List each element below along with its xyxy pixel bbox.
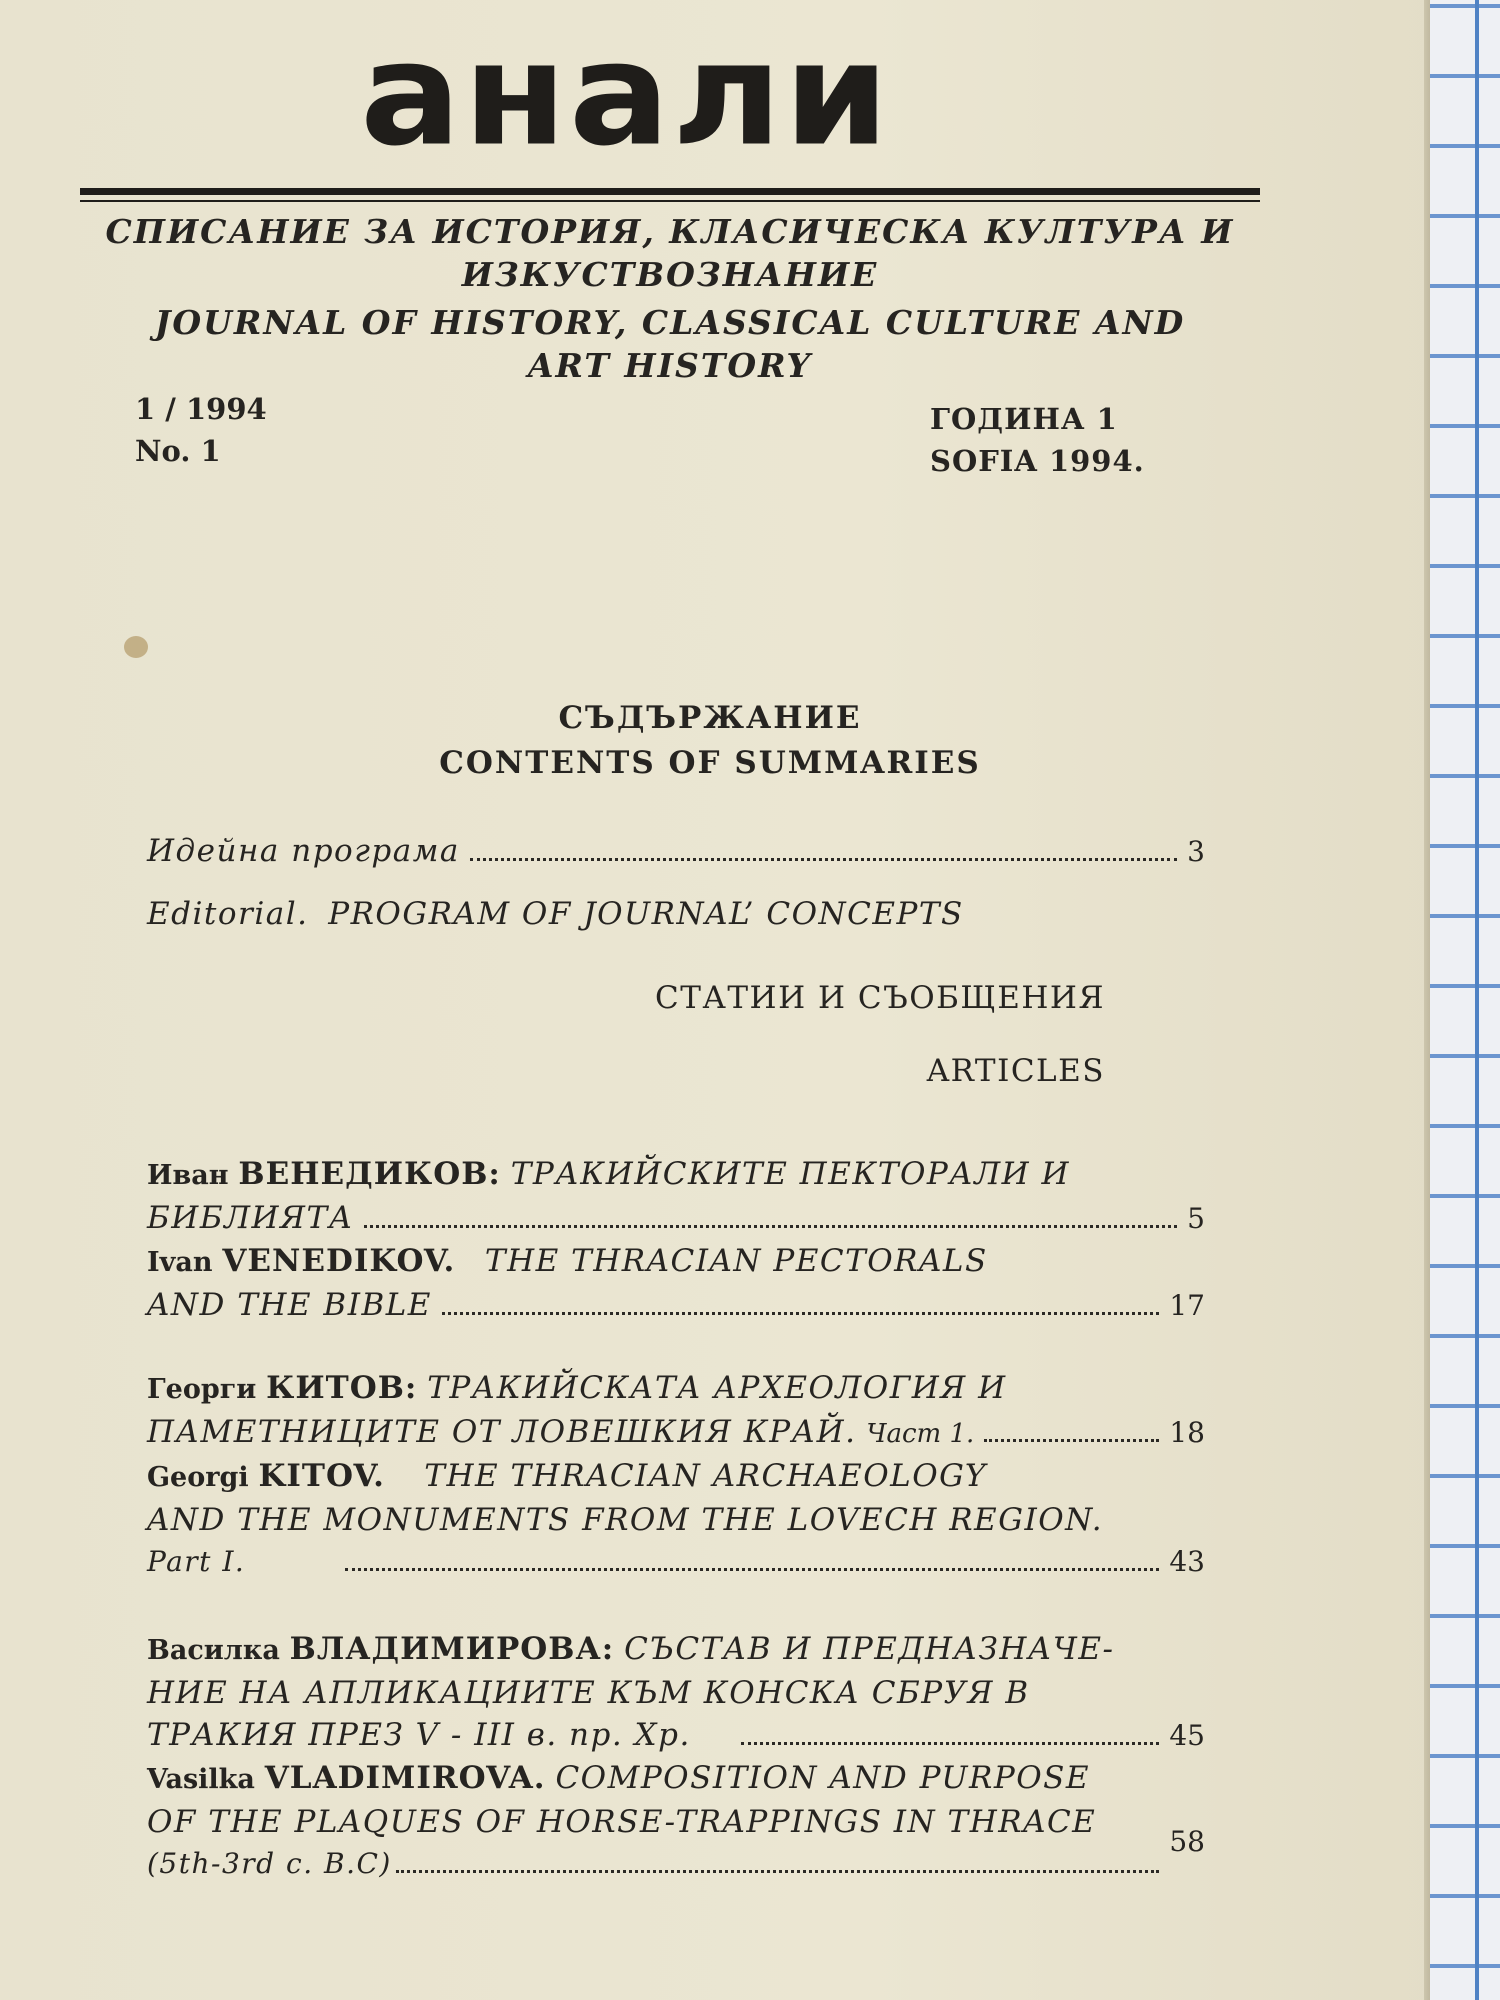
author-first-en: Vasilka — [147, 1764, 255, 1795]
toc-line — [147, 1411, 1205, 1455]
issue-number-bg: 1 / 1994 — [135, 392, 267, 426]
toc-line — [147, 1197, 1205, 1240]
toc-entry-vladimirova — [147, 1628, 1205, 1885]
part-en: Part I. — [147, 1545, 246, 1578]
editorial-title-bg: Идейна програма — [147, 833, 460, 869]
title-bg-cont: НИЕ НА АПЛИКАЦИИТЕ КЪМ КОНСКА СБРУЯ В — [147, 1675, 1030, 1711]
toc-line — [147, 893, 1205, 935]
contents-title-en: CONTENTS OF SUMMARIES — [439, 745, 981, 781]
toc-line — [147, 1284, 1205, 1327]
issue-place-en: SOFIA 1994. — [930, 444, 1145, 478]
title-en: THE THRACIAN ARCHAEOLOGY — [424, 1458, 987, 1494]
author-last-en: VLADIMIROVA. — [264, 1760, 546, 1796]
masthead-rule — [80, 188, 1260, 195]
title-en-cont: AND THE BIBLE — [147, 1287, 432, 1323]
title-en-cont: OF THE PLAQUES OF HORSE-TRAPPINGS IN THRACE — [147, 1804, 1097, 1840]
author-last-en: KITOV. — [258, 1458, 385, 1494]
paper-stain — [124, 636, 148, 658]
dot-leader — [984, 1439, 1159, 1442]
title-en-cont2: (5th-3rd c. B.C) — [147, 1847, 392, 1880]
author-last-bg: ВЛАДИМИРОВА: — [289, 1631, 615, 1667]
dot-leader — [741, 1742, 1160, 1745]
toc-entry-kitov — [147, 1367, 1205, 1583]
title-bg: СЪСТАВ И ПРЕДНАЗНАЧЕ- — [624, 1631, 1115, 1667]
issue-number-en: No. 1 — [135, 434, 221, 468]
page-number: 45 — [1169, 1719, 1205, 1752]
dot-leader — [364, 1225, 1177, 1228]
toc-line — [147, 1714, 1205, 1757]
section-title-en: ARTICLES — [926, 1053, 1105, 1089]
title-en: COMPOSITION AND PURPOSE — [555, 1760, 1091, 1796]
author-last-bg: ВЕНЕДИКОВ: — [238, 1156, 501, 1192]
contents-title-bg: СЪДЪРЖАНИЕ — [558, 700, 862, 736]
issue-number — [135, 388, 267, 472]
title-bg: ТРАКИЙСКАТА АРХЕОЛОГИЯ И — [427, 1370, 1007, 1406]
toc-line — [147, 1541, 1205, 1583]
subtitle-bg-line2: ИЗКУСТВОЗНАНИЕ — [461, 255, 879, 294]
author-last-en: VENEDIKOV. — [222, 1243, 456, 1279]
toc-line — [147, 1367, 1205, 1411]
toc-line — [147, 1801, 1205, 1843]
page-number: 3 — [1187, 835, 1205, 868]
subtitle-bg-line1: СПИСАНИЕ ЗА ИСТОРИЯ, КЛАСИЧЕСКА КУЛТУРА И — [105, 212, 1235, 251]
toc-entry-venedikov — [147, 1153, 1205, 1327]
dot-leader — [470, 858, 1177, 861]
grid-paper-background — [1430, 0, 1500, 2000]
title-bg: ТРАКИЙСКИТЕ ПЕКТОРАЛИ И — [510, 1156, 1071, 1192]
editorial-title-en: PROGRAM OF JOURNAL’ CONCEPTS — [328, 896, 964, 932]
author-first-en: Georgi — [147, 1462, 249, 1493]
toc-line — [147, 830, 1205, 873]
toc-line — [147, 1672, 1205, 1714]
toc-editorial — [147, 830, 1205, 935]
author-last-bg: КИТОВ: — [266, 1370, 418, 1406]
masthead-rule-thin — [80, 200, 1260, 202]
subtitle-en-line2: ART HISTORY — [527, 346, 813, 385]
section-title-bg: СТАТИИ И СЪОБЩЕНИЯ — [654, 980, 1105, 1016]
author-first-bg: Василка — [147, 1635, 280, 1666]
author-first-bg: Иван — [147, 1160, 229, 1191]
subtitle-en-line1: JOURNAL OF HISTORY, CLASSICAL CULTURE AND — [154, 303, 1186, 342]
title-bg-cont: ПАМЕТНИЦИТЕ ОТ ЛОВЕШКИЯ КРАЙ. — [147, 1414, 857, 1450]
page-number: 18 — [1169, 1416, 1205, 1449]
toc-line — [147, 1455, 1205, 1499]
dot-leader — [345, 1568, 1159, 1571]
title-bg-cont: БИБЛИЯТА — [147, 1200, 354, 1236]
toc-line — [147, 1499, 1205, 1541]
part-bg: Част 1. — [866, 1419, 975, 1449]
page-number: 58 — [1169, 1825, 1205, 1858]
author-first-bg: Георги — [147, 1374, 257, 1405]
title-bg-cont2: ТРАКИЯ ПРЕЗ V - III в. пр. Хр. — [147, 1717, 691, 1753]
page-number: 43 — [1169, 1545, 1205, 1578]
dot-leader — [396, 1870, 1160, 1873]
title-en: THE THRACIAN PECTORALS — [484, 1243, 988, 1279]
toc-line — [147, 1153, 1205, 1197]
page-number: 5 — [1187, 1202, 1205, 1235]
toc-line — [147, 1757, 1205, 1801]
journal-logo: анали — [360, 12, 892, 178]
title-en-cont: AND THE MONUMENTS FROM THE LOVECH REGION. — [147, 1502, 1104, 1538]
issue-year-bg: ГОДИНА 1 — [930, 402, 1118, 436]
dot-leader — [442, 1312, 1159, 1315]
toc-line — [147, 1825, 1205, 1885]
page-number: 17 — [1169, 1289, 1205, 1322]
issue-year-place — [930, 398, 1145, 482]
editorial-label-en: Editorial. — [147, 896, 309, 932]
toc-line — [147, 1628, 1205, 1672]
toc-line — [147, 1240, 1205, 1284]
author-first-en: Ivan — [147, 1247, 213, 1278]
